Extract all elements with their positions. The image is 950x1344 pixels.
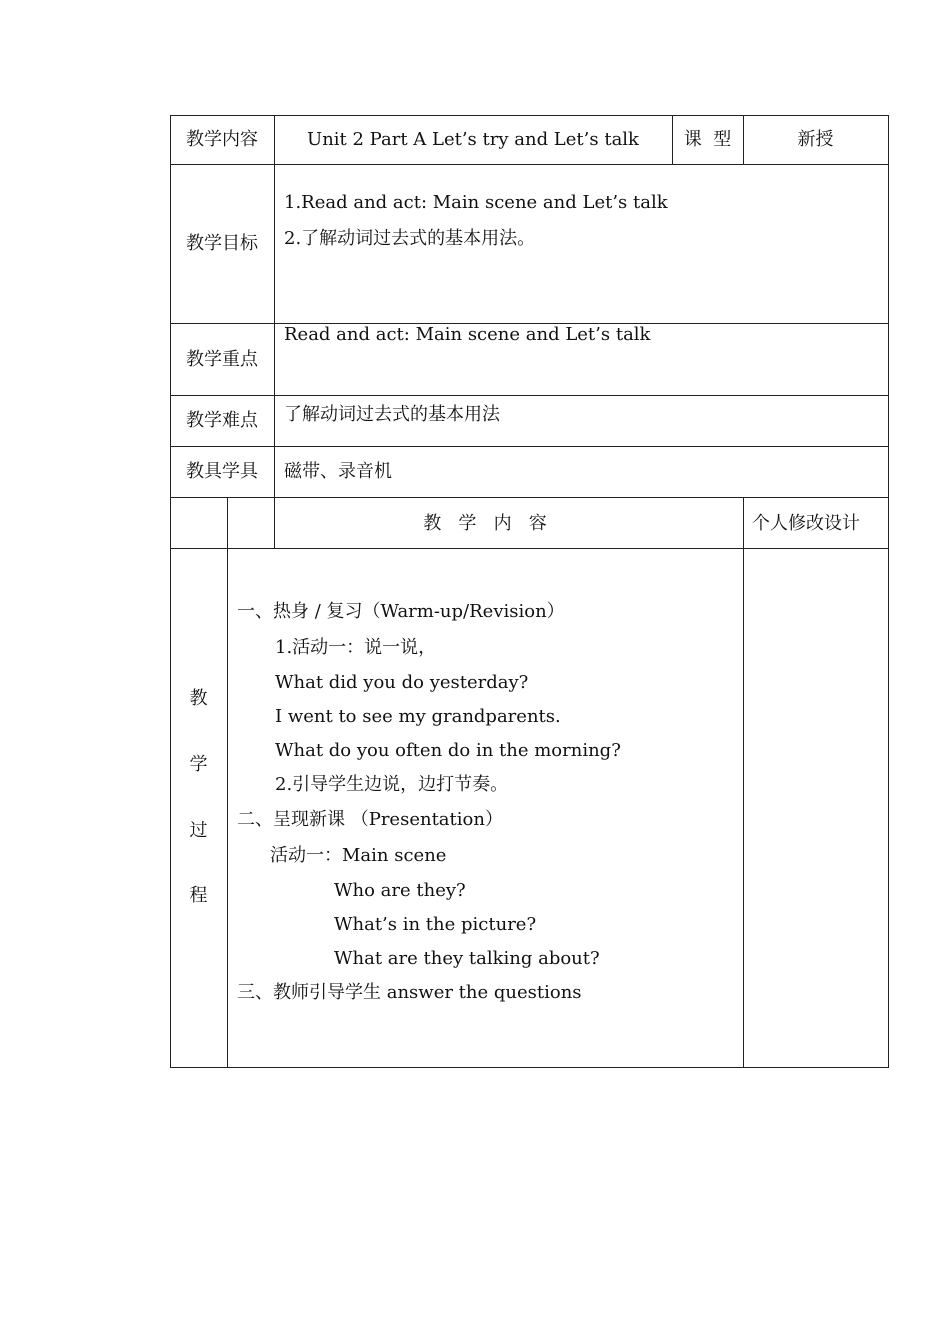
key-points-value: Read and act: Main scene and Let’s talk [284,324,651,345]
modify-column-divider [743,497,744,1068]
process-line: 二、呈现新课 （Presentation） [237,809,503,830]
row-divider [170,446,889,447]
process-line: Who are they? [334,880,466,901]
row-divider [170,497,889,498]
type-label: 课 型 [683,129,732,150]
process-side-char: 过 [189,820,208,841]
label-column-divider [274,115,275,548]
key-points-label: 教学重点 [186,349,258,370]
row-divider [170,548,889,549]
process-side-divider [227,497,228,1068]
process-side-char: 教 [189,688,208,709]
row-divider [170,395,889,396]
table-border-top [170,115,889,116]
process-line: 1.活动一：说一说， [275,637,437,658]
process-side-char: 程 [189,885,208,906]
process-line: 三、教师引导学生 answer the questions [237,982,582,1003]
table-border-right [888,115,889,1068]
process-line: I went to see my grandparents. [275,706,561,727]
row-divider [170,164,889,165]
process-side-char: 学 [189,754,208,775]
difficulties-value: 了解动词过去式的基本用法 [284,404,500,425]
process-line: 一、热身 / 复习（Warm-up/Revision） [237,601,565,622]
process-line: What are they talking about? [334,948,600,969]
objectives-label: 教学目标 [186,233,258,254]
process-modify-header: 个人修改设计 [752,513,860,534]
tools-label: 教具学具 [186,461,258,482]
type-value: 新授 [797,129,834,150]
process-line: What did you do yesterday? [275,672,529,693]
process-line: What’s in the picture? [334,914,537,935]
table-border-bottom [170,1067,889,1068]
table-border-left [170,115,171,1068]
process-line: 2.引导学生边说，边打节奏。 [275,774,509,795]
process-line: 活动一：Main scene [270,845,447,866]
content-label: 教学内容 [186,129,258,150]
tools-value: 磁带、录音机 [284,461,392,482]
objective-item: 1.Read and act: Main scene and Let’s talk [284,192,668,213]
objective-item: 2.了解动词过去式的基本用法。 [284,228,536,249]
process-line: What do you often do in the morning? [275,740,621,761]
content-value: Unit 2 Part A Let’s try and Let’s talk [307,129,639,150]
process-content-header: 教 学 内 容 [423,513,547,534]
difficulties-label: 教学难点 [186,410,258,431]
